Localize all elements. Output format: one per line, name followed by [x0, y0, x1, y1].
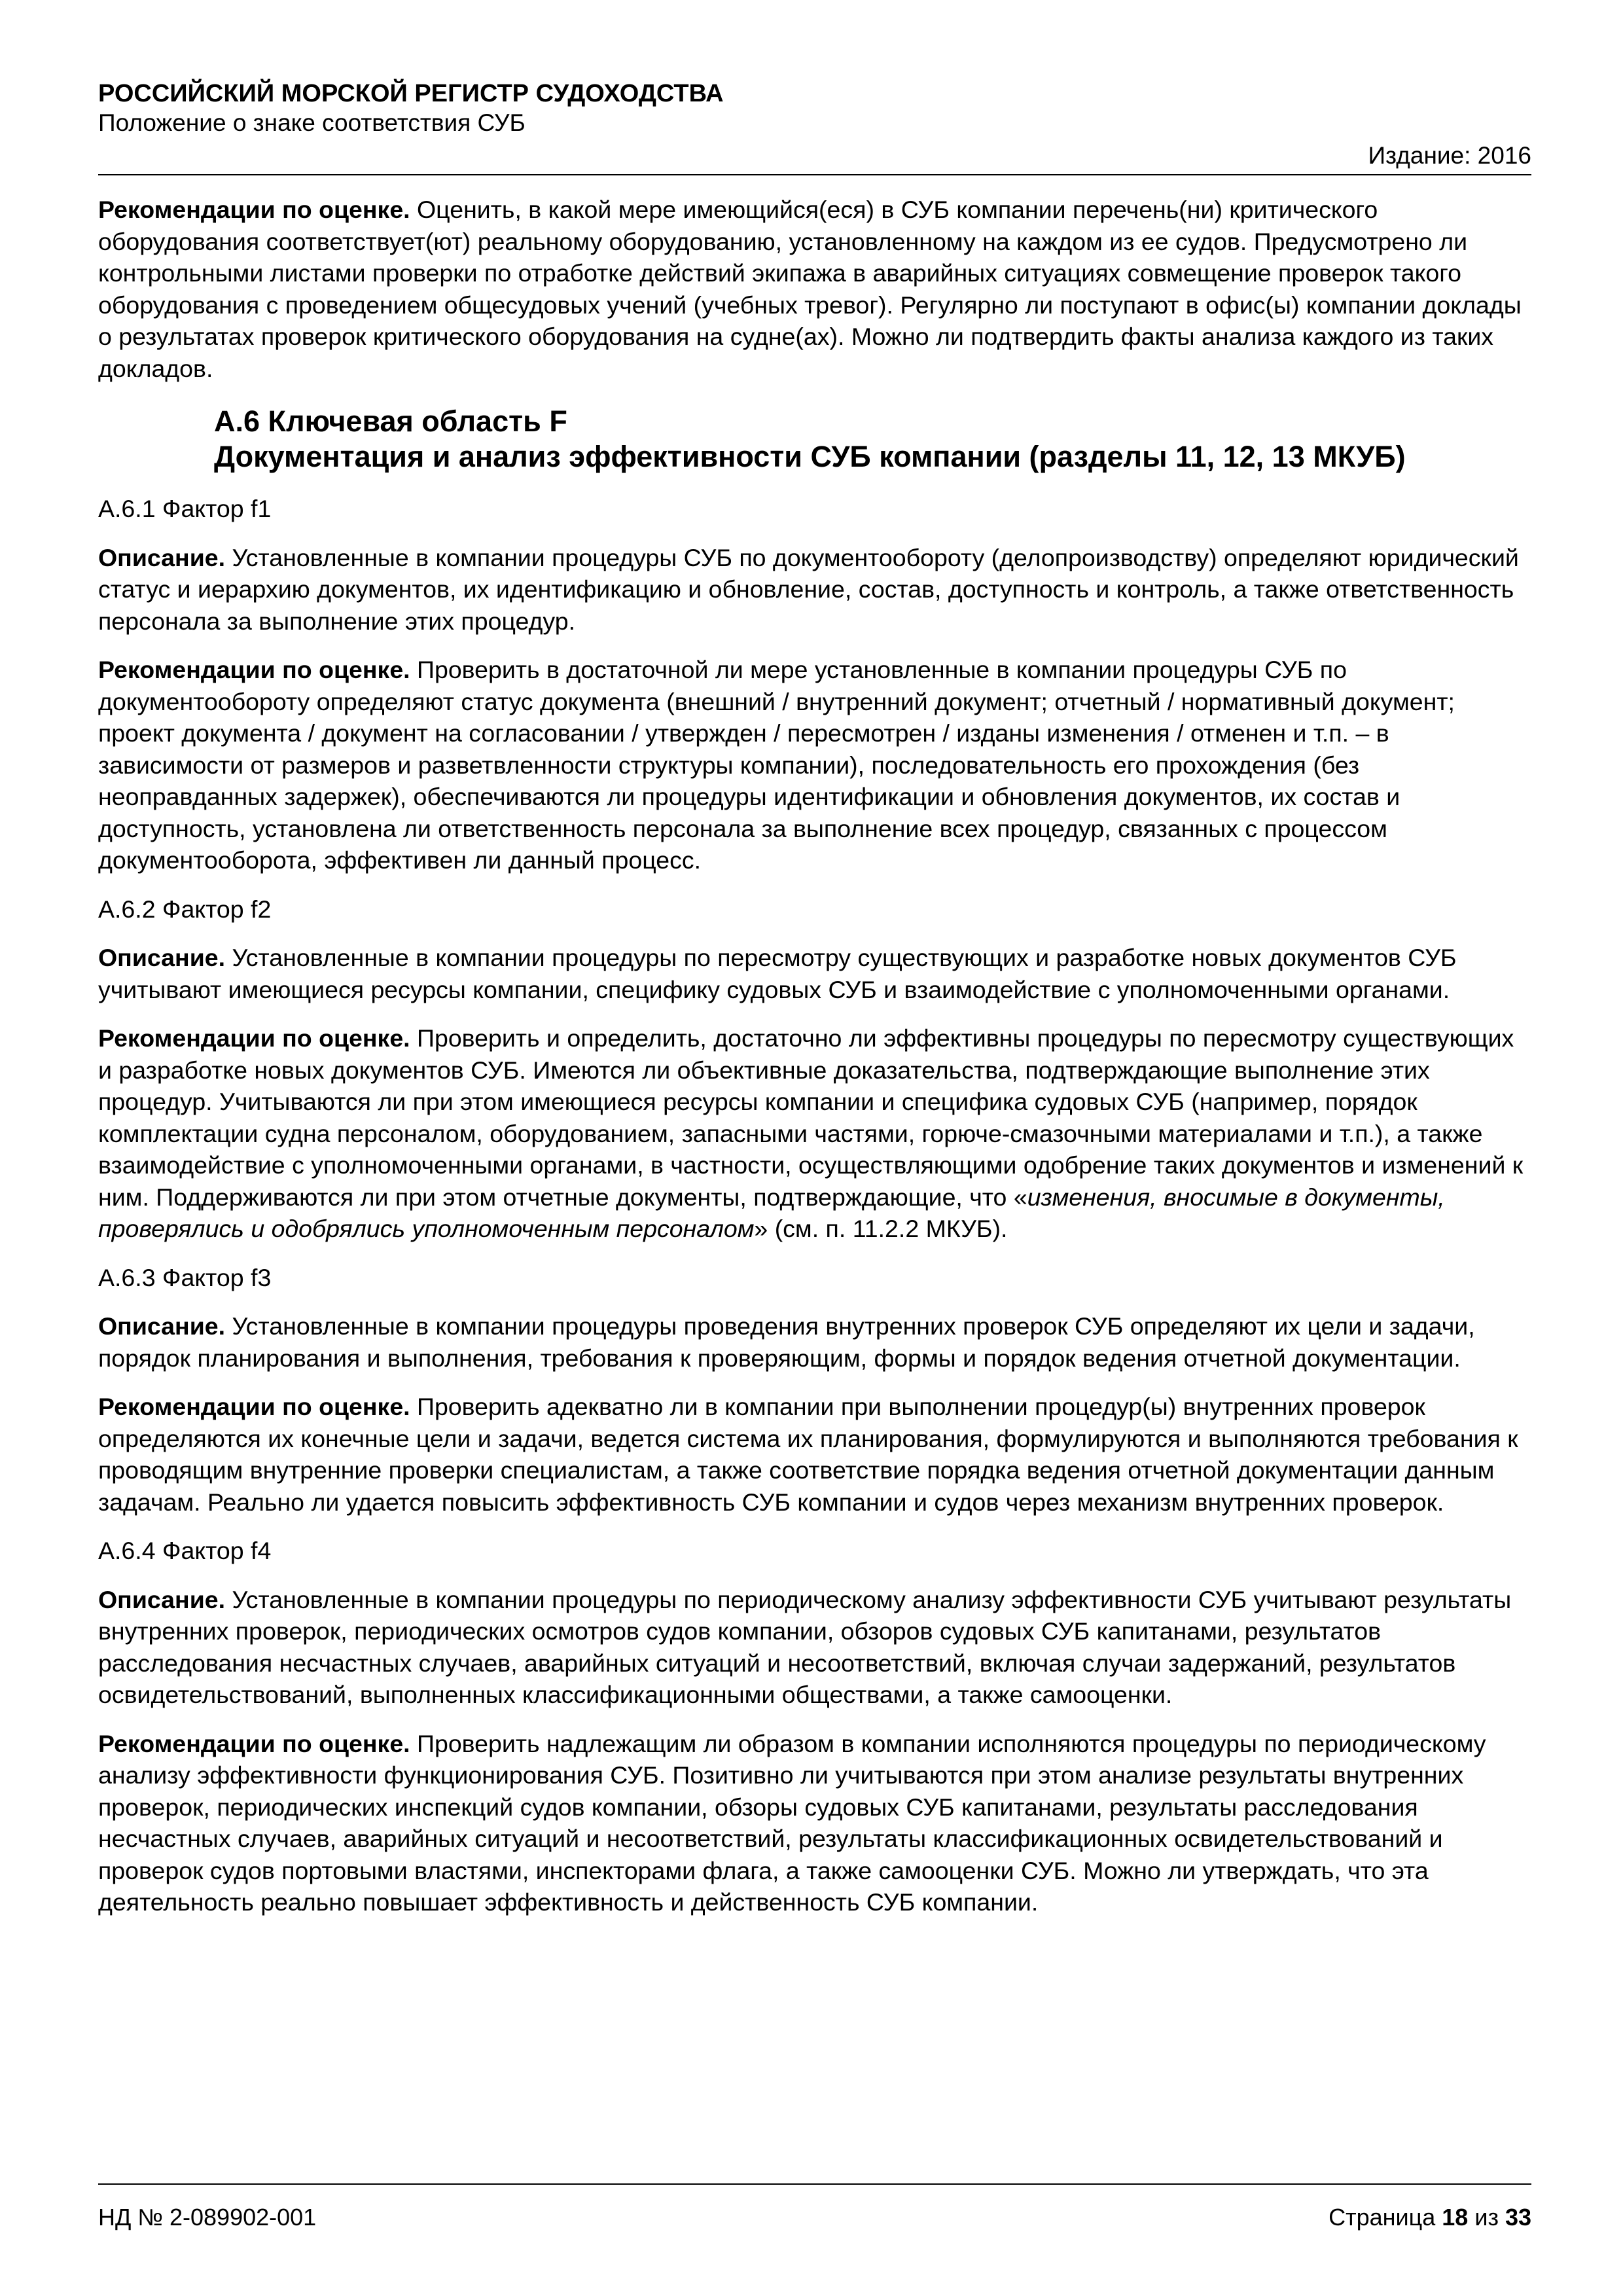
description-label: Описание.: [98, 1312, 226, 1340]
description-label: Описание.: [98, 944, 226, 971]
section-heading-line1: А.6 Ключевая область F: [214, 404, 567, 438]
document-number: НД № 2-089902-001: [98, 2204, 317, 2231]
recommendation-text: Проверить в достаточной ли мере установленные в компании процедуры СУБ по документообороту определяют статус документа (внешний / внутренний документ; отчетный / нормативный документ; проект документа / документ на согласовании / утвержден / пересмотрен / изданы изменения / отменен и т.п. – в зависимости от размеров и разветвленности структуры компании), последовательность его прохождения (без неоправданных задержек), обеспечиваются ли процедуры идентификации и обновления документов, их состав и доступность, установлена ли ответственность персонала за выполнение всех процедур, связанных с процессом документооборота, эффективен ли данный процесс.: [98, 656, 1455, 874]
header-divider: [98, 174, 1531, 175]
factor-recommendation: [98, 654, 1531, 876]
page-current: 18: [1442, 2204, 1469, 2231]
recommendation-text: Проверить надлежащим ли образом в компании исполняются процедуры по периодическому анализу эффективности функционирования СУБ. Позитивно ли учитываются при этом анализе результаты внутренних проверок, периодических инспекций судов компании, обзоры судовых СУБ капитанами, результаты расследования несчастных случаев, аварийных ситуаций и несоответствий, результаты классификационных освидетельствований и проверок судов портовыми властями, инспекторами флага, а также самооценки СУБ. Можно ли утверждать, что эта деятельность реально повышает эффективность и действенность СУБ компании.: [98, 1729, 1486, 1916]
intro-paragraph: [98, 194, 1531, 384]
section-heading-line2: Документация и анализ эффективности СУБ компании (разделы 11, 12, 13 МКУБ): [214, 440, 1406, 473]
page-indicator: [1329, 2203, 1531, 2232]
footer-divider: [98, 2183, 1531, 2185]
factor-title: А.6.1 Фактор f1: [98, 495, 272, 522]
page-total: 33: [1505, 2204, 1531, 2231]
page-prefix: Страница: [1329, 2204, 1442, 2231]
description-label: Описание.: [98, 543, 226, 571]
factor-description: [98, 1584, 1531, 1711]
factor-title: А.6.3 Фактор f3: [98, 1263, 272, 1291]
factor-description: [98, 542, 1531, 637]
description-text: Установленные в компании процедуры проведения внутренних проверок СУБ определяют их цели и задачи, порядок планирования и выполнения, требования к проверяющим, формы и порядок ведения отчетной документации.: [98, 1312, 1475, 1372]
document-body: [98, 194, 1531, 1935]
factor-description: [98, 942, 1531, 1005]
factor-recommendation: [98, 1728, 1531, 1918]
recommendation-text: Проверить и определить, достаточно ли эффективны процедуры по пересмотру существующих и разработке новых документов СУБ. Имеются ли объективные доказательства, подтверждающие выполнение этих процедур. Учитываются ли при этом имеющиеся ресурсы компании и специфика судовых СУБ (например, порядок комплектации судна персоналом, оборудованием, запасными частями, горюче-смазочными материалами и т.п.), а также взаимодействие с уполномоченными органами, в частности, осуществляющими одобрение таких документов и изменений к ним. Поддерживаются ли при этом отчетные документы, подтверждающие, что «: [98, 1024, 1524, 1211]
factor-description: [98, 1310, 1531, 1374]
description-text: Установленные в компании процедуры по периодическому анализу эффективности СУБ учитывают результаты внутренних проверок, периодических осмотров судов компании, обзоров судовых СУБ капитанами, результатов расследования несчастных случаев, аварийных ситуаций и несоответствий, включая случаи задержаний, результатов освидетельствований, выполненных классификационными обществами, а также самооценки.: [98, 1585, 1512, 1708]
factor-recommendation: [98, 1022, 1531, 1245]
description-label: Описание.: [98, 1585, 226, 1613]
recommendation-end: » (см. п. 11.2.2 МКУБ).: [754, 1215, 1008, 1242]
organization-name: РОССИЙСКИЙ МОРСКОЙ РЕГИСТР СУДОХОДСТВА: [98, 80, 724, 107]
factor-title: А.6.4 Фактор f4: [98, 1537, 272, 1564]
recommendation-quote: изменения, вносимые в документы, проверялись и одобрялись уполномоченным персоналом: [98, 1183, 1445, 1242]
recommendation-label: Рекомендации по оценке.: [98, 1393, 410, 1420]
page-middle: из: [1468, 2204, 1505, 2231]
section-heading: [214, 404, 1531, 475]
recommendation-label: Рекомендации по оценке.: [98, 656, 410, 683]
recommendation-label: Рекомендации по оценке.: [98, 1729, 410, 1757]
recommendation-label: Рекомендации по оценке.: [98, 1024, 410, 1052]
edition-label: Издание: 2016: [1368, 142, 1531, 169]
intro-label: Рекомендации по оценке.: [98, 196, 410, 223]
document-title: Положение о знаке соответствия СУБ: [98, 109, 526, 136]
description-text: Установленные в компании процедуры СУБ по документообороту (делопроизводству) определяют юридический статус и иерархию документов, их идентификацию и обновление, состав, доступность и контроль, а также ответственность персонала за выполнение этих процедур.: [98, 543, 1519, 635]
factor-recommendation: [98, 1391, 1531, 1518]
description-text: Установленные в компании процедуры по пересмотру существующих и разработке новых документов СУБ учитывают имеющиеся ресурсы компании, специфику судовых СУБ и взаимодействие с уполномоченными органами.: [98, 944, 1457, 1003]
intro-text: Оценить, в какой мере имеющийся(еся) в СУБ компании перечень(ни) критического оборудования соответствует(ют) реальному оборудованию, установленному на каждом из ее судов. Предусмотрено ли контрольными листами проверки по отработке действий экипажа в аварийных ситуациях совмещение проверок такого оборудования с проведением общесудовых учений (учебных тревог). Регулярно ли поступают в офис(ы) компании доклады о результатах проверок критического оборудования на судне(ах). Можно ли подтвердить факты анализа каждого из таких докладов.: [98, 196, 1522, 382]
factor-title: А.6.2 Фактор f2: [98, 895, 272, 923]
recommendation-text: Проверить адекватно ли в компании при выполнении процедур(ы) внутренних проверок определяются их конечные цели и задачи, ведется система их планирования, формулируются и выполняются требования к проводящим внутренние проверки специалистам, а также соответствие порядка ведения отчетной документации данным задачам. Реально ли удается повысить эффективность СУБ компании и судов через механизм внутренних проверок.: [98, 1393, 1518, 1516]
